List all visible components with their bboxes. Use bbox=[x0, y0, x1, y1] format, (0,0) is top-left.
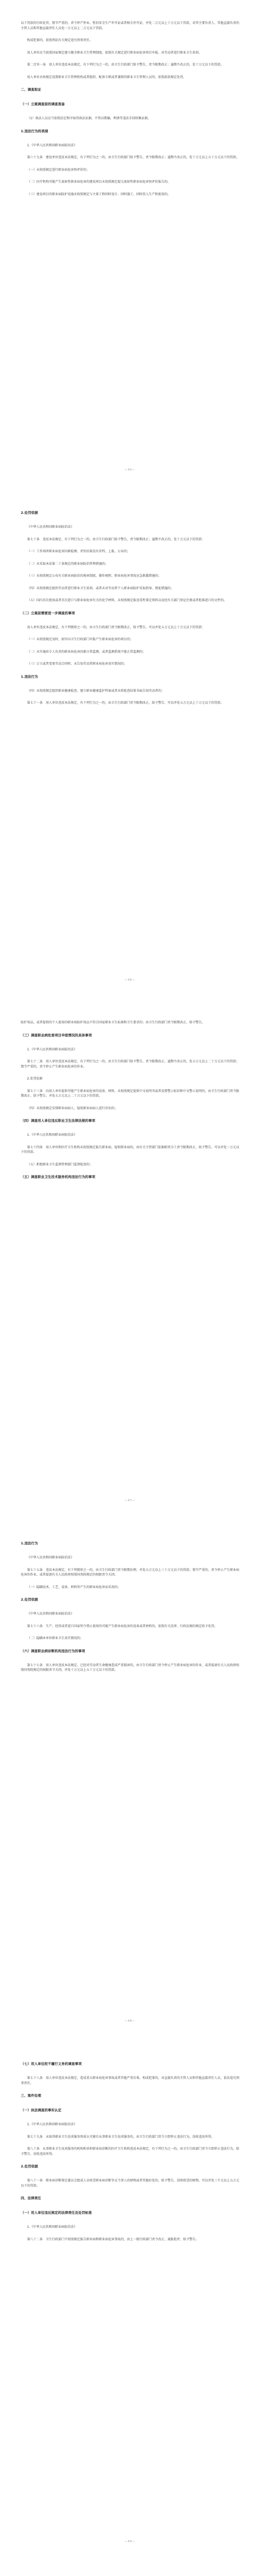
body-paragraph: （二）隐瞒本单位职业卫生真实情况的； bbox=[27, 1636, 84, 1640]
body-paragraph: （一）未按照规定进行职业病危害预评价的； bbox=[27, 168, 90, 172]
body-paragraph: 第六十九条 建设单位违反本法规定，有下列行为之一的，由卫生行政部门给予警告，责令限期改正；逾期不改正的，处十万元以上五十万元以下的罚款。 bbox=[27, 156, 240, 159]
body-paragraph: （二）未实施由专人负责的职业病危害因素日常监测，或者监测系统不能正常监测的； bbox=[27, 650, 146, 654]
body-paragraph: 第七十一条 用人单位违反本法规定，有下列行为之一的，由卫生行政部门责令限期改正，给予警告，可以并处五万元以上十万元以下的罚款。 bbox=[27, 701, 224, 705]
section-heading: （二）立案前需要进一步调查的事项 bbox=[21, 611, 75, 615]
section-heading: 2.处罚依据 bbox=[21, 511, 38, 515]
body-paragraph: 构成犯罪的，依照刑法有关规定追究刑事责任。 bbox=[27, 39, 93, 42]
body-paragraph: 1.《中华人民共和国职业病防治法》 bbox=[27, 1133, 77, 1137]
body-paragraph: 第七十三条 向用人单位提供可能产生职业病危害的设备、材料，未按照规定提供中文说明书或者设置警示标识和中文警示说明的，由卫生行政部门责令限期改正，给予警告，并处五万元以上二十万元以下的罚款。 bbox=[21, 1089, 240, 1098]
section-heading: 2.处罚依据 bbox=[21, 1597, 38, 1602]
body-paragraph: （三）未按照规定公布有关职业病防治的规章制度、操作规程、职业病危害事故应急救援措施的； bbox=[27, 574, 162, 578]
section-heading: （四）调查用人单位违反职业卫生法律法规的事项 bbox=[21, 1119, 95, 1123]
body-paragraph: （一）隐瞒技术、工艺、设备、材料所产生的职业病危害而采用的； bbox=[27, 1585, 121, 1589]
page-number: —49— bbox=[124, 2540, 136, 2543]
body-paragraph: （四）未按照规定组织职业健康检查、建立职业健康监护档案或者未将检查结果书面告知劳动者的； bbox=[27, 689, 165, 693]
body-paragraph: （一）工作场所职业病危害因素检测、评价结果没有存档、上报、公布的； bbox=[27, 550, 131, 553]
section-heading: 2.处罚依据 bbox=[21, 2164, 38, 2168]
body-paragraph: （四）未按照规定组织劳动者进行职业卫生培训，或者未对劳动者个人职业病防护采取指导、督促措施的； bbox=[27, 586, 174, 590]
body-paragraph: （一）未按照规定及时、如实向卫生行政部门申报产生职业病危害的项目的； bbox=[27, 638, 134, 641]
body-paragraph: （三）建设项目的职业病防护设施未按照规定与主体工程同时设计、同时施工、同时投入生产和使用的。 bbox=[27, 192, 171, 196]
page-number: —45— bbox=[124, 468, 136, 472]
body-paragraph: 防护用品，或者提供的个人使用的职业病防护用品不符合国家职业卫生标准和卫生要求的；由卫生行政部门责令限期改正，给予警告。 bbox=[21, 1021, 205, 1024]
body-paragraph: 第七十四条 用人单位和医疗卫生机构未按照规定报告职业病、疑似职业病的，由有关主管部门依据职责分工责令限期改正，给予警告，可以并处一万元以下的罚款。 bbox=[21, 1145, 240, 1154]
body-paragraph: 1.《中华人民共和国职业病防治法》 bbox=[27, 143, 77, 147]
body-paragraph: 以下罚款的行政处罚，情节严重的，责令停产停业，暂扣安全生产许可证或者相关许可证，并处二万元以上十万元以下罚款，对其主要负责人、其他直接负责的主管人员和其他直接责任人员处一万元以上二万元以下罚款。 bbox=[21, 21, 240, 30]
body-paragraph: 第七十八条 用人单位违反本法规定，造成重大职业病危害事故或者其他严重后果，构成犯罪的，对直接负责的主管人员和其他直接责任人员，依法追究刑事责任。 bbox=[21, 2076, 240, 2085]
body-paragraph: （五）拒绝职业卫生监督管理部门监督检查的； bbox=[27, 1162, 93, 1166]
body-paragraph: 1.《中华人民共和国职业病防治法》 bbox=[27, 2123, 77, 2126]
page-number: —48— bbox=[124, 2020, 136, 2023]
body-paragraph: 第八十一条 职业病诊断鉴定委员会组成人员收受职业病诊断争议当事人的财物或者其他好处的，给予警告，没收收受的财物，可以并处三千元以上五万元以下的罚款。 bbox=[21, 2179, 240, 2188]
body-paragraph: 第二百零一条 用人单位违反本法规定，有下列行为之一的，由卫生行政部门给予警告，责令限期改正；逾期不改正的，处十万元以下的罚款。 bbox=[27, 63, 224, 67]
body-paragraph: 第七十二条 用人单位违反本法规定，有下列行为之一的，由卫生行政部门给予警告，责令限期改正，逾期不改正的，处五万元以上二十万元以下的罚款；情节严重的，责令停止产生职业病危害的作业。 bbox=[21, 1060, 240, 1069]
page-number: —47— bbox=[124, 1499, 136, 1502]
body-paragraph: （四）未按照规定安排职业病病人、疑似职业病病人进行诊治的； bbox=[27, 1106, 118, 1110]
body-paragraph: 《中华人民共和国职业病防治法》 bbox=[27, 1612, 74, 1616]
section-heading: 1.违法行为 bbox=[21, 674, 38, 679]
body-paragraph: 《中华人民共和国职业病防治法》 bbox=[27, 1556, 74, 1559]
body-paragraph: 第七十七条 用人单位违反本法规定，已经对劳动者生命健康造成严重损害的，由卫生行政部门责令停止产生职业病危害的作业，或者提请有关人民政府按照国务院规定的权限责令关闭，并处十万元以上五十万元以下的罚款。 bbox=[21, 1663, 240, 1672]
section-heading: （六）调查职业病诊断机构违法行为的事项 bbox=[21, 1648, 85, 1653]
section-heading: （七）用人单位拒不履行义务的调查事项 bbox=[21, 2062, 82, 2066]
section-heading: 1.违法行为 bbox=[21, 1541, 38, 1545]
body-paragraph: 1.《中华人民共和国职业病防治法》 bbox=[27, 2225, 77, 2229]
section-heading: 1.违法行为的表现 bbox=[21, 129, 48, 133]
body-paragraph: 第八十条 从事职业卫生技术服务的机构和承担职业病诊断的医疗卫生机构违反本法规定，有下列行为之一的，由卫生行政部门责令立即停止违法行为，给予警告，没收违法所得。 bbox=[21, 2147, 240, 2156]
section-heading: （一）立案调查前的调查准备 bbox=[21, 102, 65, 106]
body-paragraph: 第七十六条 生产、经营或者进口国家明令禁止使用的可能产生职业病危害的设备或者材料的，依照有关法律、行政法规的规定给予处罚。 bbox=[27, 1624, 218, 1628]
body-paragraph: 用人单位未按规定设置职业卫生管理机构或者组织，配备专职或者兼职的职业卫生管理人员的，依照前款规定处罚。 bbox=[27, 75, 187, 79]
body-paragraph: （五）国内首次使用或者首次进口与职业病危害有关的化学材料，未按照规定报送毒性鉴定资料以及经有关部门登记注册或者批准进口的文件的。 bbox=[27, 599, 227, 602]
body-paragraph: 第七十条 违反本法规定，有下列行为之一的，由卫生行政部门给予警告，责令限期改正；逾期不改正的，处十万元以下的罚款： bbox=[27, 537, 205, 541]
page-number: —46— bbox=[124, 979, 136, 982]
body-paragraph: （二）未采取本法第二十条规定的职业病防治管理措施的； bbox=[27, 562, 109, 566]
section-heading: 四、法律责任 bbox=[21, 2196, 41, 2200]
body-paragraph: 用人单位违反本法规定，有下列情形之一的，由卫生行政部门责令限期改正，给予警告，可以并处五万元以上十万元以下的罚款： bbox=[27, 625, 205, 629]
section-heading: 二、调查取证 bbox=[21, 87, 41, 92]
body-paragraph: （二）医疗机构可能产生放射性职业病危害的建设项目未按照规定提交放射性职业病危害预评价报告的。 bbox=[27, 180, 171, 184]
body-paragraph: 第七十五条 违反本法规定，有下列情形之一的，由卫生行政部门责令限期治理，并处五万元以上三十万元以下的罚款；情节严重的，责令停止产生职业病危害的作业，或者提请有关人民政府按照国务院规定的权限责令关闭。 bbox=[21, 1568, 240, 1577]
section-heading: （五）调查职业卫生技术服务机构违法行为的事项 bbox=[21, 1175, 95, 1179]
section-heading: （一）执法调查的事实认定 bbox=[21, 2108, 61, 2112]
section-heading: 三、案件处理 bbox=[21, 2093, 41, 2098]
body-paragraph: 2.处罚依据 bbox=[27, 1077, 43, 1081]
body-paragraph: 用人单位应当依照国家规定建立健全职业卫生管理制度，依照有关规定进行职业病危害项目申报，对劳动者进行职业卫生培训。 bbox=[27, 50, 202, 55]
body-paragraph: 第七十九条 未取得职业卫生技术服务资质认可擅自从事职业卫生技术服务的，由卫生行政部门责令立即停止违法行为，没收违法所得。 bbox=[27, 2135, 215, 2139]
body-paragraph: 《中华人民共和国职业病防治法》 bbox=[27, 525, 74, 529]
section-heading: （一）用人单位违反规定的法律责任及处罚标准 bbox=[21, 2211, 92, 2215]
section-heading: （三）调查职业病危害项目申报情况的具体事项 bbox=[21, 1033, 92, 1037]
body-paragraph: 1.《中华人民共和国职业病防治法》 bbox=[27, 1047, 77, 1051]
body-paragraph: 第八十二条 卫生行政部门不按照规定报告职业病和职业病危害事故的，由上一级行政部门责令改正，通报批评，给予警告。 bbox=[27, 2237, 199, 2241]
body-paragraph: （三）订立或者变更劳动合同时，未告知劳动者职业病危害真实情况的； bbox=[27, 662, 127, 666]
body-paragraph: （1）执法人员应当依照法定程序取得执法证据，不得以欺骗、利诱等违法手段收集证据。 bbox=[27, 117, 151, 120]
